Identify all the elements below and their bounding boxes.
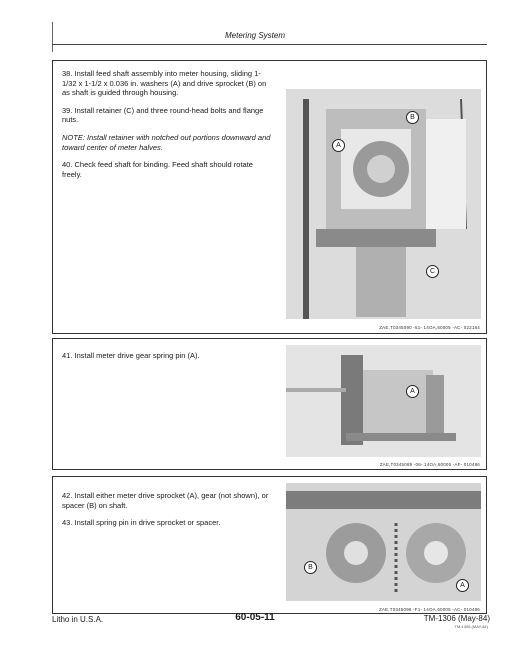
photo-feed-shaft-drawing xyxy=(286,89,481,319)
step-43-text: 43. Install spring pin in drive sprocket or spacer. xyxy=(62,518,221,528)
image-code-1: ZAE,T0345090 -51- 14OA,60005 -AC- 022164 xyxy=(379,325,480,330)
instruction-panel-2 xyxy=(52,338,487,470)
instruction-panel-1 xyxy=(52,60,487,334)
callout-b: B xyxy=(406,111,419,124)
manual-id: TM-1306 (May-84) xyxy=(423,614,490,623)
image-code-2: ZAE,T0345089 -06- 14OA,60005 -AF- 010486 xyxy=(379,462,480,467)
panel-1-text xyxy=(62,69,272,187)
panel-3-text xyxy=(62,491,272,536)
manual-id-small: TM-1306 (MAY-84) xyxy=(454,624,488,629)
photo-drive-sprocket xyxy=(286,483,481,601)
photo-spring-pin-drawing xyxy=(286,345,481,457)
callout-a: A xyxy=(406,385,419,398)
page-number: 60-05-11 xyxy=(235,612,275,623)
footer-litho: Litho in U.S.A. xyxy=(52,615,104,624)
step-40-text: 40. Check feed shaft for binding. Feed shaft should rotate freely. xyxy=(62,160,253,179)
step-39-text: 39. Install retainer (C) and three round-head bolts and flange nuts. xyxy=(62,105,264,125)
callout-c: C xyxy=(426,265,439,278)
page-header-title: Metering System xyxy=(224,31,286,40)
callout-a: A xyxy=(456,579,469,592)
instruction-panel-3 xyxy=(52,476,487,614)
photo-drive-gear-spring-pin xyxy=(286,345,481,457)
note-text: NOTE: Install retainer with notched out portions downward and toward center of meter halves. xyxy=(62,132,271,152)
callout-b: B xyxy=(304,561,317,574)
header-rule xyxy=(52,44,487,45)
image-code-3: ZAE,T0345096 -F1- 14OA,60005 -AC- 010486 xyxy=(378,607,480,612)
step-41-text: 41. Install meter drive gear spring pin (A). xyxy=(62,351,200,360)
callout-a: A xyxy=(332,139,345,152)
panel-2-text xyxy=(62,351,272,369)
step-38-text: 38. Install feed shaft assembly into meter housing, sliding 1-1/32 x 1-1/2 x 0.036 in. washers (A) and drive sprocket (B) on as shaft is guided through housing. xyxy=(62,69,267,98)
photo-feed-shaft-assembly xyxy=(286,89,481,319)
step-42-text: 42. Install either meter drive sprocket (A), gear (not shown), or spacer (B) on shaft. xyxy=(62,491,269,510)
photo-sprocket-drawing xyxy=(286,483,481,601)
